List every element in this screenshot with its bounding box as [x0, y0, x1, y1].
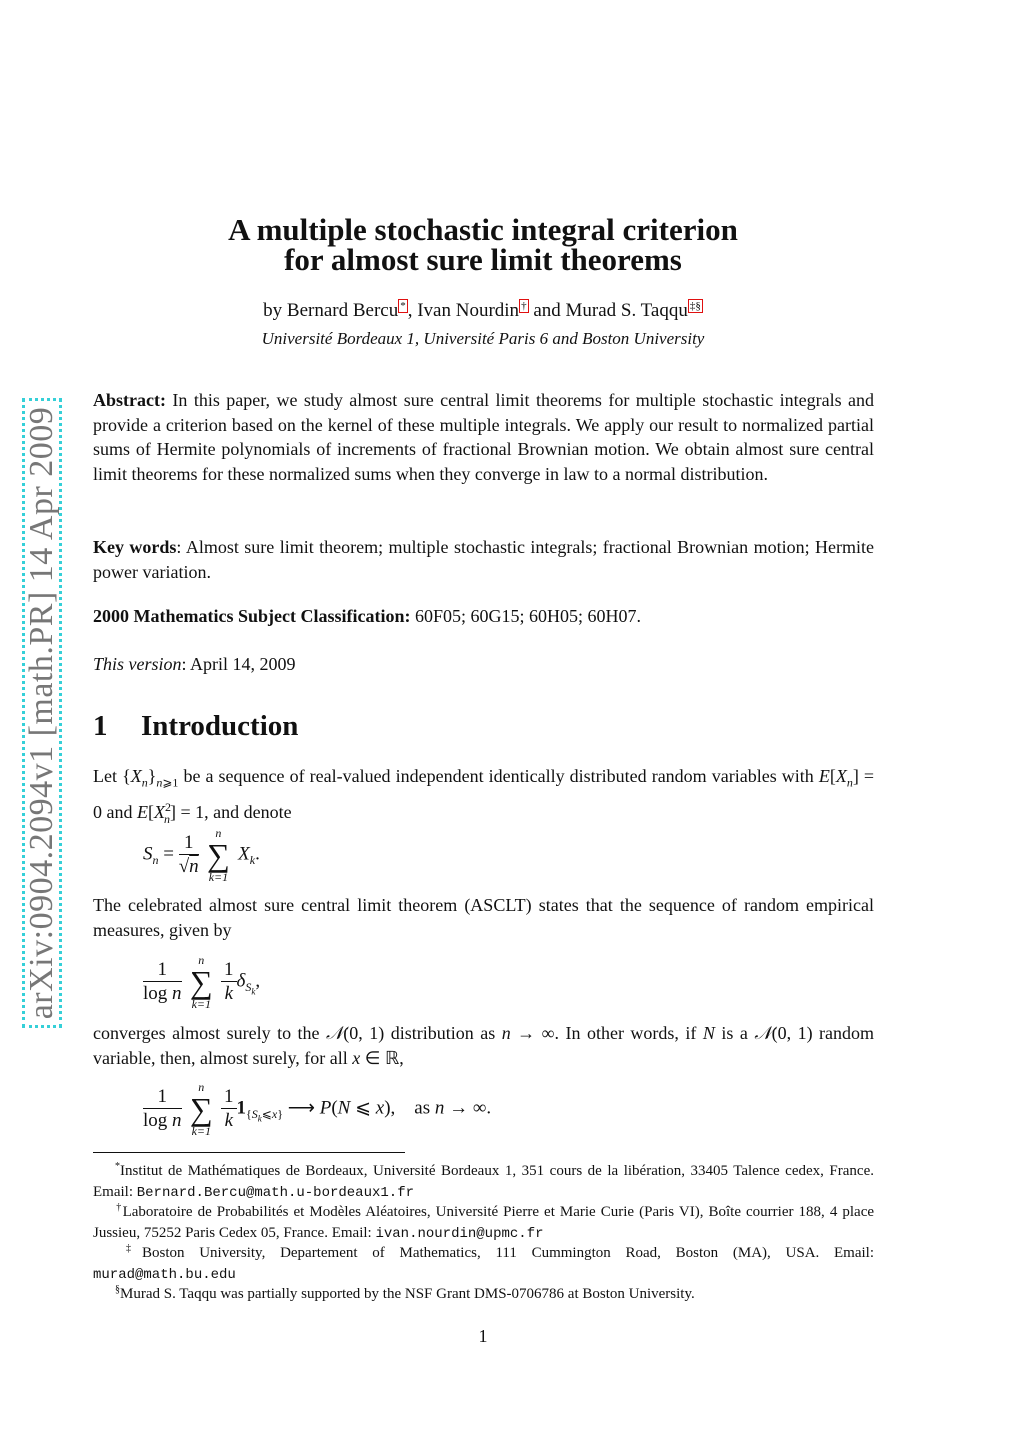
footnote-link-1[interactable]: * — [400, 299, 406, 312]
footnote-text: Boston University, Departement of Mathematics, 111 Cummington Road, Boston (MA), USA. Email: — [141, 1245, 875, 1261]
math-inline: $E[X^2_n] = 1$ — [137, 800, 205, 826]
keywords — [93, 535, 874, 584]
page-number: 1 — [478, 1326, 488, 1346]
math-inline: 𝒩(0, 1) — [326, 1023, 385, 1043]
abstract — [93, 388, 874, 486]
version-date: : April 14, 2009 — [181, 654, 296, 674]
author-separator-and: and — [533, 300, 561, 321]
text-fragment: is a — [721, 1023, 748, 1043]
footnote-mark: ‡ — [115, 1243, 142, 1254]
text-fragment: Let — [93, 766, 117, 786]
msc-classification — [93, 604, 874, 629]
footnote-link-3[interactable]: ‡§ — [689, 299, 701, 312]
text-fragment: random variable, then, almost surely, for all — [93, 1023, 875, 1068]
footnote-mark: * — [115, 1161, 120, 1172]
by-prefix: by — [263, 300, 283, 321]
author-bercu: Bernard Bercu — [286, 300, 399, 321]
keywords-text: : Almost sure limit theorem; multiple stochastic integrals; fractional Brownian motion; Hermite power variation. — [93, 537, 874, 582]
text-fragment: . In other words, if — [554, 1023, 697, 1043]
msc-label: 2000 Mathematics Subject Classification: — [93, 606, 411, 626]
paper-title — [0, 212, 966, 277]
intro-paragraph-3 — [93, 1021, 874, 1070]
author-separator: , — [407, 300, 413, 321]
email-link[interactable]: ivan.nourdin@upmc.fr — [375, 1226, 544, 1242]
math-inline: $\{X_n\}_{n⩾1}$ — [122, 766, 179, 790]
author-nourdin: Ivan Nourdin — [417, 300, 520, 321]
text-fragment: be a sequence of real-valued independent identically distributed random variables with — [183, 766, 814, 786]
author-taqqu: Murad S. Taqqu — [565, 300, 688, 321]
text-fragment: as — [414, 1097, 431, 1119]
keywords-label: Key words — [93, 537, 177, 557]
math-inline: x ∈ ℝ, — [352, 1047, 404, 1068]
footnote-link-2[interactable]: † — [521, 299, 527, 312]
text-fragment: and — [106, 802, 133, 823]
title-line-1: A multiple stochastic integral criterion — [228, 212, 738, 247]
affiliation: Université Bordeaux 1, Université Paris 6 and Boston University — [261, 329, 705, 348]
equation-asclt: $\frac{1}{\text{log n}}$ n ∑ k=1 $\frac{1}{k}$ $1_{\{S_k⩽x\}}$ ⟶ P(N ⩽ x), as n → ∞. — [143, 1080, 492, 1138]
footnote-text: Institut de Mathématiques de Bordeaux, Université Bordeaux 1, 351 cours de la libération, 33405 Talence cedex, France. Email: — [93, 1163, 874, 1200]
text-fragment: distribution as — [390, 1023, 496, 1043]
equation-sn: $S_n$ = $\frac{1}{√n}$ n ∑ k=1 $X_k$. — [143, 826, 260, 884]
section-heading — [93, 710, 298, 743]
equation-empirical-measure: $\frac{1}{\text{log n}}$ n ∑ k=1 $\frac{1}{k}$ $\delta_{S_k}$, — [143, 953, 261, 1011]
arxiv-stamp — [22, 398, 62, 1028]
msc-codes: 60F05; 60G15; 60H05; 60H07. — [414, 606, 641, 626]
section-number: 1 — [93, 710, 108, 742]
arxiv-identifier: arXiv:0904.2094v1 [math.PR] 14 Apr 2009 — [23, 406, 60, 1020]
intro-paragraph-1 — [93, 764, 874, 831]
email-link[interactable]: Bernard.Bercu@math.u-bordeaux1.fr — [136, 1185, 414, 1201]
math-inline: N — [702, 1023, 715, 1043]
section-title: Introduction — [141, 710, 299, 742]
footnote-mark: † — [115, 1202, 123, 1213]
footnote-text: Laboratoire de Probabilités et Modèles Aléatoires, Université Pierre et Marie Curie (Paris VI), Boîte courrier 188, 4 place Jussieu, 75252 Paris Cedex 05, France. Email: — [93, 1204, 875, 1241]
author-line — [0, 300, 966, 322]
footnote-mark: § — [115, 1284, 120, 1295]
math-inline: 𝒩(0, 1) — [754, 1023, 813, 1043]
footnote-divider — [93, 1152, 405, 1153]
version-line — [93, 652, 874, 677]
text-fragment: converges almost surely to the — [93, 1023, 320, 1043]
email-link[interactable]: murad@math.bu.edu — [93, 1267, 236, 1283]
version-label: This version — [93, 654, 182, 674]
footnote-4 — [93, 1279, 874, 1305]
title-line-2: for almost sure limit theorems — [284, 242, 682, 277]
footnote-text: Murad S. Taqqu was partially supported by the NSF Grant DMS-0706786 at Boston University. — [120, 1286, 695, 1302]
abstract-text: In this paper, we study almost sure central limit theorems for multiple stochastic integrals and provide a criterion based on the kernel of these multiple integrals. We apply our result to normalized partial sums of Hermite polynomials of increments of fractional Brownian motion. We obtain almost sure central limit theorems for these normalized sums when they converge in law to a normal distribution. — [93, 390, 874, 484]
math-inline: n → ∞ — [501, 1023, 555, 1043]
math-inline: $E[X_n] = 0$ — [93, 766, 875, 823]
abstract-label: Abstract: — [93, 390, 166, 410]
text-fragment: , and denote — [204, 802, 292, 823]
intro-paragraph-2: The celebrated almost sure central limit theorem (ASCLT) states that the sequence of random empirical measures, given by — [93, 895, 874, 940]
